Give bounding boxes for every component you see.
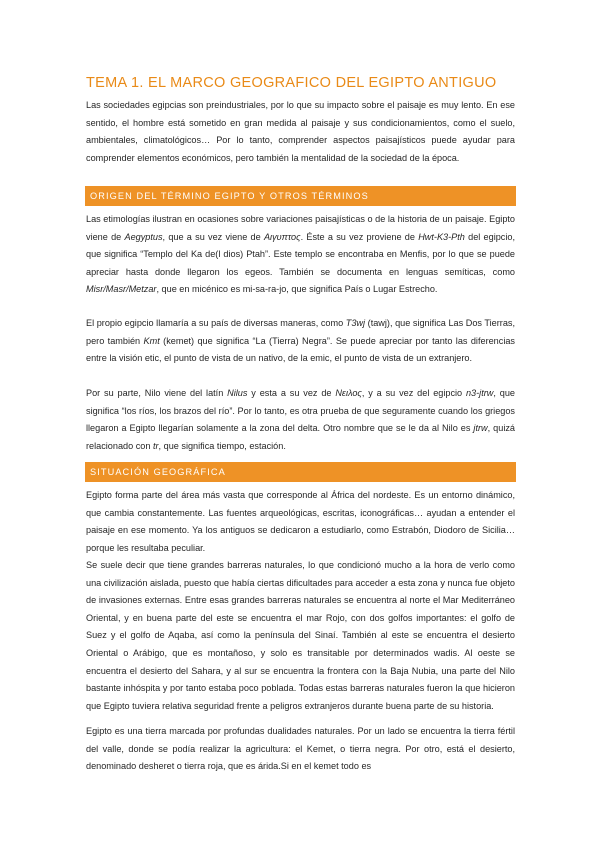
section-heading-origen: ORIGEN DEL TÉRMINO EGIPTO Y OTROS TÉRMINOS (85, 186, 516, 206)
situacion-paragraph-2: Se suele decir que tiene grandes barreras naturales, lo que condicionó mucho a la hora de verlo como una civilización aislada, puesto que había ciertas dificultades para acceder a esta zona y nunca fue objeto de invasiones externas. Entre esas grandes barreras naturales se encuentra al norte el Mar Mediterráneo Oriental, y en buena parte del este se encuentra el mar Rojo, con dos golfos importantes: el golfo de Suez y el golfo de Aqaba, así como la península del Sinaí. También al este se encuentra el desierto Oriental o Arábigo, que es montañoso, y solo es transitable por determinados wadis. Al oeste se encuentra el desierto del Sahara, y al sur se encuentra la frontera con la Baja Nubia, una parte del Nilo bastante inhóspita y por tanto estaba poco poblada. Todas estas barreras naturales fueron la que hicieron que Egipto tuviera relativa seguridad frente a peligros extranjeros durante buena parte de su historia. (86, 560, 515, 711)
origen-paragraph-2: El propio egipcio llamaría a su país de diversas maneras, como T3wj (tawj), que significa Las Dos Tierras, pero también Kmt (kemet) que significa “La (Tierra) Negra”. Se puede apreciar por tanto las diferencias entre la visión etic, el punto de vista de un nativo, de la emic, el punto de vista de un extranjero. (86, 318, 515, 364)
intro-paragraph: Las sociedades egipcias son preindustriales, por lo que su impacto sobre el paisaje es muy lento. En ese sentido, el hombre está sometido en gran medida al paisaje y sus condicionamientos, como el suelo, ambientales, climatológicos… Por lo tanto, comprender aspectos paisajísticos puede ayudar para comprender elementos económicos, pero también la mentalidad de la sociedad de la época. (86, 100, 515, 163)
origen-paragraph-3: Por su parte, Nilo viene del latín Nilus y esta a su vez de Νειλος, y a su vez del egipcio n3-jtrw, que significa “los ríos, los brazos del río”. Por lo tanto, es otra prueba de que seguramente cuando los griegos llegaron a Egipto llegarían solamente a la zona del delta. Otro nombre que se le da al Nilo es jtrw, quizá relacionado con tr, que significa tiempo, estación. (86, 388, 515, 451)
page-title: TEMA 1. EL MARCO GEOGRAFICO DEL EGIPTO ANTIGUO (86, 75, 497, 91)
section-heading-situacion: SITUACIÓN GEOGRÁFICA (85, 462, 516, 482)
origen-paragraph-1: Las etimologías ilustran en ocasiones sobre variaciones paisajísticas o de la historia de un paisaje. Egipto viene de Aegyptus, que a su vez viene de Αιγυπτος. Éste a su vez proviene de Hwt-K3-Pth del egipcio, que significa “Templo del Ka de(l dios) Ptah”. Este templo se encontraba en Menfis, por lo que se puede apreciar hasta donde llegaron los egeos. También se documenta en lenguas semíticas, como Misr/Masr/Metzar, que en micénico es mi-sa-ra-jo, que significa País o Lugar Estrecho. (86, 214, 515, 295)
situacion-paragraph-3: Egipto es una tierra marcada por profundas dualidades naturales. Por un lado se encuentra la tierra fértil del valle, donde se podía realizar la agricultura: el Kemet, o tierra negra. Por otro, está el desierto, denominado desheret o tierra roja, que es árida.Si en el kemet todo es (86, 726, 515, 772)
situacion-paragraph-1: Egipto forma parte del área más vasta que corresponde al África del nordeste. Es un entorno dinámico, que cambia constantemente. Las fuentes arqueológicas, escritas, iconográficas… ayudan a entender el paisaje en ese momento. Ya los antiguos se dedicaron a estudiarlo, como Estrabón, Diodoro de Sicilia… porque les resultaba peculiar. (86, 490, 515, 553)
